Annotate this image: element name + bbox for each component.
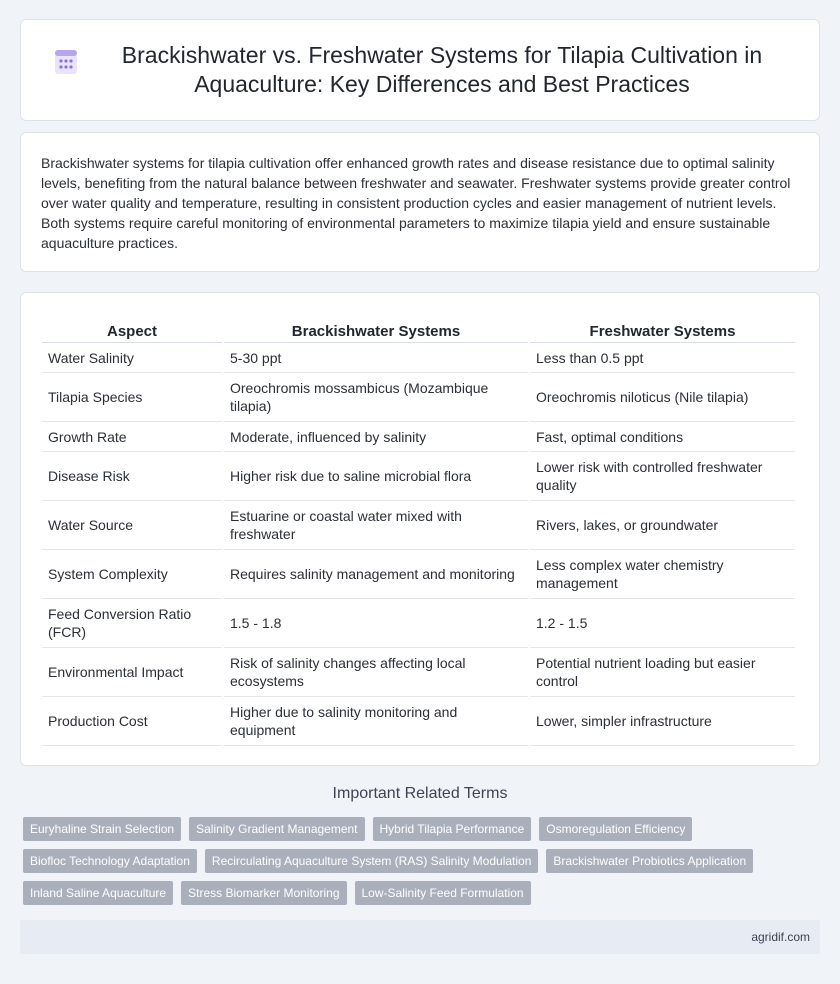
related-term-tag[interactable]: Euryhaline Strain Selection bbox=[23, 817, 181, 841]
table-cell: Production Cost bbox=[42, 697, 222, 746]
table-cell: Less than 0.5 ppt bbox=[530, 343, 795, 373]
table-cell: Risk of salinity changes affecting local ecosystems bbox=[224, 648, 528, 697]
table-row bbox=[42, 501, 795, 550]
related-term-tag[interactable]: Low-Salinity Feed Formulation bbox=[355, 881, 531, 905]
table-cell: Environmental Impact bbox=[42, 648, 222, 697]
related-term-tag[interactable]: Recirculating Aquaculture System (RAS) Salinity Modulation bbox=[205, 849, 538, 873]
table-cell: Disease Risk bbox=[42, 452, 222, 501]
table-cell: Higher due to salinity monitoring and equipment bbox=[224, 697, 528, 746]
related-term-tag[interactable]: Brackishwater Probiotics Application bbox=[546, 849, 753, 873]
table-cell: System Complexity bbox=[42, 550, 222, 599]
table-cell: Feed Conversion Ratio (FCR) bbox=[42, 599, 222, 648]
table-row bbox=[42, 550, 795, 599]
footer bbox=[20, 920, 820, 954]
table-cell: Rivers, lakes, or groundwater bbox=[530, 501, 795, 550]
table-cell: Tilapia Species bbox=[42, 373, 222, 422]
related-term-tag[interactable]: Hybrid Tilapia Performance bbox=[373, 817, 532, 841]
related-term-tag[interactable]: Biofloc Technology Adaptation bbox=[23, 849, 197, 873]
table-cell: 1.5 - 1.8 bbox=[224, 599, 528, 648]
header-aspect: Aspect bbox=[42, 313, 222, 343]
table-cell: Potential nutrient loading but easier control bbox=[530, 648, 795, 697]
table-cell: Growth Rate bbox=[42, 422, 222, 452]
table-cell: Lower, simpler infrastructure bbox=[530, 697, 795, 746]
related-term-tag[interactable]: Stress Biomarker Monitoring bbox=[181, 881, 346, 905]
table-cell: Lower risk with controlled freshwater quality bbox=[530, 452, 795, 501]
table-cell: 1.2 - 1.5 bbox=[530, 599, 795, 648]
table-cell: 5-30 ppt bbox=[224, 343, 528, 373]
table-cell: Less complex water chemistry management bbox=[530, 550, 795, 599]
intro-paragraph: Brackishwater systems for tilapia cultivation offer enhanced growth rates and disease resistance due to optimal salinity levels, benefiting from the natural balance between freshwater and seawater. Freshwater systems provide greater control over water quality and temperature, resulting in consistent production cycles and easier management of nutrient levels. Both systems require careful monitoring of environmental parameters to maximize tilapia yield and ensure sustainable aquaculture practices. bbox=[41, 155, 791, 251]
related-terms-list bbox=[23, 817, 813, 905]
table-cell: Requires salinity management and monitoring bbox=[224, 550, 528, 599]
table-cell: Oreochromis mossambicus (Mozambique tilapia) bbox=[224, 373, 528, 422]
header-brackishwater: Brackishwater Systems bbox=[224, 313, 528, 343]
table-row bbox=[42, 648, 795, 697]
table-cell: Water Source bbox=[42, 501, 222, 550]
table-row bbox=[42, 373, 795, 422]
header-freshwater: Freshwater Systems bbox=[530, 313, 795, 343]
table-cell: Estuarine or coastal water mixed with freshwater bbox=[224, 501, 528, 550]
intro-card bbox=[20, 132, 820, 272]
related-term-tag[interactable]: Inland Saline Aquaculture bbox=[23, 881, 173, 905]
table-cell: Water Salinity bbox=[42, 343, 222, 373]
comparison-card bbox=[20, 292, 820, 766]
table-row bbox=[42, 599, 795, 648]
related-terms-title: Important Related Terms bbox=[332, 785, 508, 802]
table-row bbox=[42, 422, 795, 452]
title-wrap bbox=[51, 41, 789, 99]
page-title: Brackishwater vs. Freshwater Systems for Tilapia Cultivation in Aquaculture: Key Differences and Best Practices bbox=[121, 42, 763, 97]
related-term-tag[interactable]: Salinity Gradient Management bbox=[189, 817, 364, 841]
table-header-row bbox=[42, 313, 795, 343]
related-term-tag[interactable]: Osmoregulation Efficiency bbox=[539, 817, 692, 841]
footer-site-link[interactable]: agridif.com bbox=[751, 930, 810, 944]
table-cell: Higher risk due to saline microbial flora bbox=[224, 452, 528, 501]
title-card bbox=[20, 19, 820, 121]
table-cell: Fast, optimal conditions bbox=[530, 422, 795, 452]
table-row bbox=[42, 697, 795, 746]
table-row bbox=[42, 452, 795, 501]
table-row bbox=[42, 343, 795, 373]
table-cell: Oreochromis niloticus (Nile tilapia) bbox=[530, 373, 795, 422]
comparison-table bbox=[40, 313, 797, 746]
document-list-icon bbox=[51, 47, 81, 77]
table-cell: Moderate, influenced by salinity bbox=[224, 422, 528, 452]
